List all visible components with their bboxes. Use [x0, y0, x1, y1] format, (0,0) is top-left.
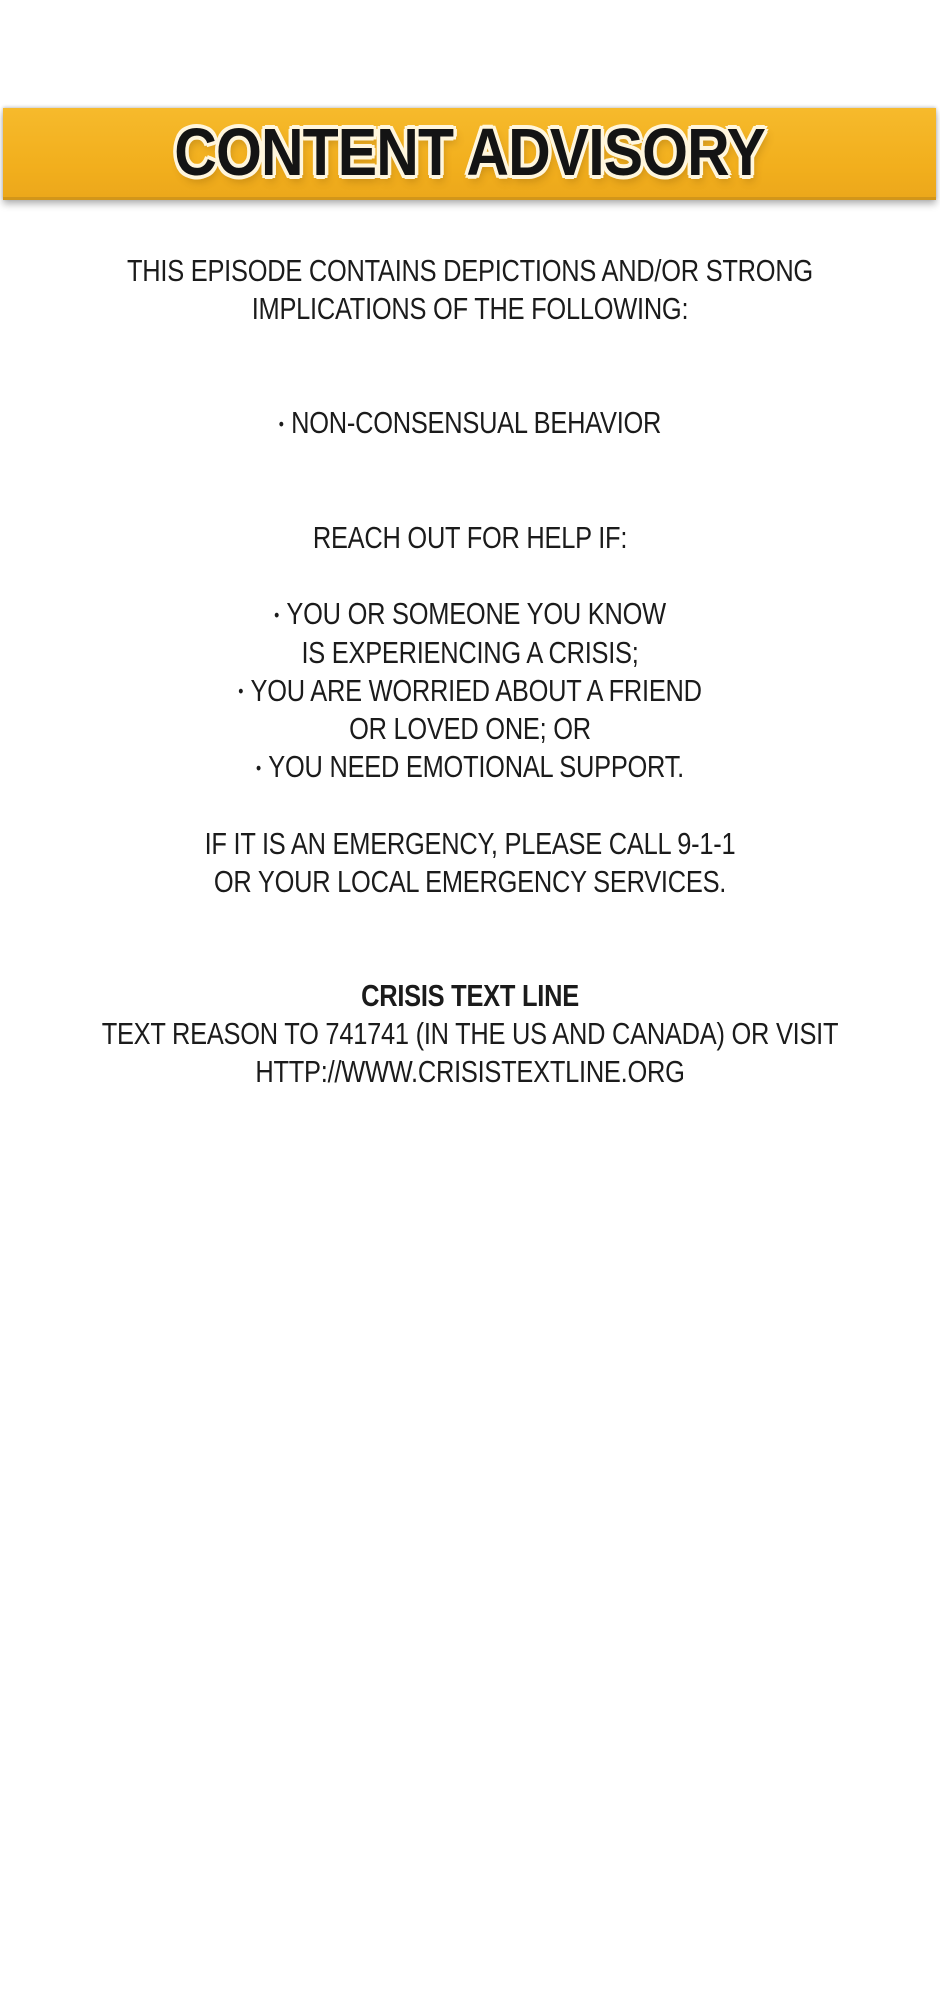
- help-item-line: [85, 672, 856, 711]
- help-item-line: OR LOVED ONE; OR: [349, 711, 591, 747]
- help-heading: REACH OUT FOR HELP IF:: [312, 519, 628, 555]
- warning-item: [85, 404, 856, 443]
- intro-line: IMPLICATIONS OF THE FOLLOWING:: [251, 291, 689, 326]
- help-item-label: YOU OR SOMEONE YOU KNOW: [286, 595, 666, 631]
- help-item-label: YOU ARE WORRIED ABOUT A FRIEND: [250, 672, 702, 708]
- crisis-text-line-section: [0, 977, 940, 1091]
- help-list: [0, 595, 940, 787]
- emergency-section: [0, 825, 940, 901]
- help-item-line: IS EXPERIENCING A CRISIS;: [301, 634, 639, 670]
- bullet-icon: •: [278, 413, 284, 434]
- crisis-heading: CRISIS TEXT LINE: [361, 978, 579, 1014]
- intro-section: [0, 252, 940, 328]
- intro-line: THIS EPISODE CONTAINS DEPICTIONS AND/OR STRONG: [127, 253, 813, 288]
- advisory-title: CONTENT ADVISORY: [174, 115, 765, 190]
- crisis-line: HTTP://WWW.CRISISTEXTLINE.ORG: [255, 1054, 685, 1090]
- warnings-section: [0, 404, 940, 443]
- help-section: [0, 519, 940, 557]
- warning-item-label: NON-CONSENSUAL BEHAVIOR: [291, 405, 662, 440]
- help-item-line: [85, 595, 856, 634]
- bullet-icon: •: [274, 604, 280, 625]
- emergency-line: IF IT IS AN EMERGENCY, PLEASE CALL 9-1-1: [204, 826, 736, 862]
- advisory-banner: [3, 108, 936, 200]
- crisis-line: TEXT REASON TO 741741 (IN THE US AND CANADA) OR VISIT: [101, 1016, 839, 1052]
- advisory-body: [0, 252, 940, 1091]
- help-item-line: [85, 748, 856, 787]
- help-item-label: YOU NEED EMOTIONAL SUPPORT.: [268, 749, 684, 785]
- bullet-icon: •: [255, 758, 261, 779]
- emergency-line: OR YOUR LOCAL EMERGENCY SERVICES.: [213, 864, 727, 900]
- bullet-icon: •: [238, 681, 244, 702]
